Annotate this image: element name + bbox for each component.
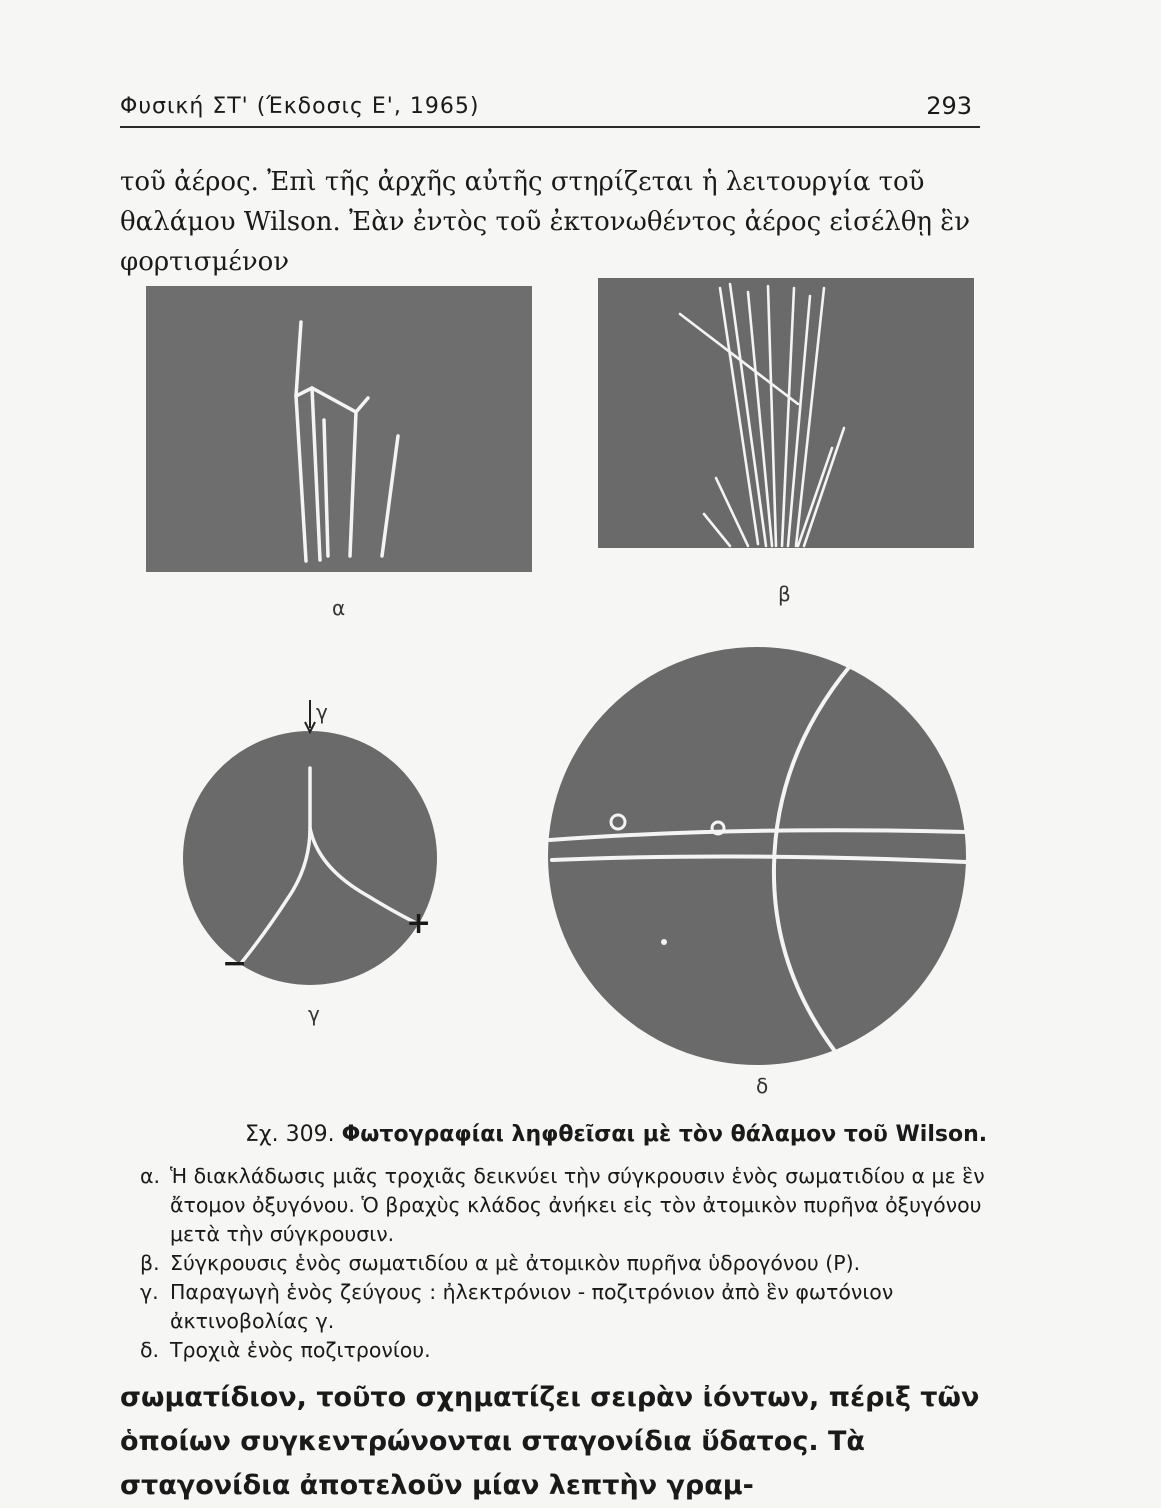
caption-number: Σχ. 309. (245, 1122, 335, 1147)
gamma-ray-mark: γ (316, 700, 328, 724)
caption-item (140, 1249, 1000, 1278)
caption-item (140, 1278, 1000, 1336)
caption-item-list (140, 1162, 1000, 1365)
figure-alpha-photo (146, 286, 532, 572)
caption-title: Φωτογραφίαι ληφθεῖσαι μὲ τὸν θάλαμον τοῦ Wilson. (341, 1122, 988, 1147)
figure-delta-label: δ (756, 1074, 769, 1098)
page-number: 293 (926, 92, 972, 120)
bottom-paragraph: σωματίδιον, τοῦτο σχηματίζει σειρὰν ἰόντων, πέριξ τῶν ὁποίων συγκεντρώνονται σταγονίδια ὕδατος. Τὰ σταγονίδια ἀποτελοῦν μίαν λεπτὴν γραμ- (120, 1382, 980, 1501)
running-title: Φυσική ΣΤ' (Έκδοσις Ε', 1965) (120, 94, 480, 119)
top-paragraph: τοῦ ἀέρος. Ἐπὶ τῆς ἀρχῆς αὐτῆς στηρίζεται ἡ λειτουργία τοῦ θαλάμου Wilson. Ἐὰν ἐντὸς τοῦ ἐκτονωθέντος ἀέρος εἰσέλθῃ ἓν φορτισμένον (120, 167, 971, 277)
page-header (120, 90, 980, 128)
caption-item-mark: α. (140, 1164, 161, 1188)
gamma-ray-arrow-icon (304, 700, 316, 734)
figure-beta-photo (598, 278, 974, 548)
minus-sign: − (222, 946, 248, 981)
plus-sign: + (406, 906, 432, 941)
caption-item-mark: β. (140, 1251, 160, 1275)
caption-item-text: Παραγωγὴ ἑνὸς ζεύγους : ἠλεκτρόνιον - ποζιτρόνιον ἀπὸ ἓν φωτόνιον ἀκτινοβολίας γ. (170, 1280, 894, 1333)
caption-item-mark: γ. (140, 1280, 159, 1304)
figure-gamma-label: γ (308, 1002, 320, 1026)
figure-gamma-photo (180, 728, 440, 988)
caption-item-text: Τροχιὰ ἑνὸς ποζιτρονίου. (170, 1338, 431, 1362)
figure-alpha-label: α (332, 596, 346, 620)
figure-delta-photo (540, 646, 974, 1066)
caption-item-text: Σύγκρουσις ἑνὸς σωματιδίου α μὲ ἀτομικὸν πυρῆνα ὑδρογόνου (P). (170, 1251, 861, 1275)
caption-item (140, 1162, 1000, 1249)
figure-beta-label: β (778, 582, 791, 606)
figure-caption (245, 1122, 987, 1147)
caption-item-mark: δ. (140, 1338, 160, 1362)
caption-item-text: Ἡ διακλάδωσις μιᾶς τροχιᾶς δεικνύει τὴν σύγκρουσιν ἑνὸς σωματιδίου α με ἓν ἄτομον ὀξυγόνου. Ὁ βραχὺς κλάδος ἀνήκει εἰς τὸν ἀτομικὸν πυρῆνα ὀξυγόνου μετὰ τὴν σύγκρουσιν. (170, 1164, 985, 1246)
caption-item (140, 1336, 1000, 1365)
